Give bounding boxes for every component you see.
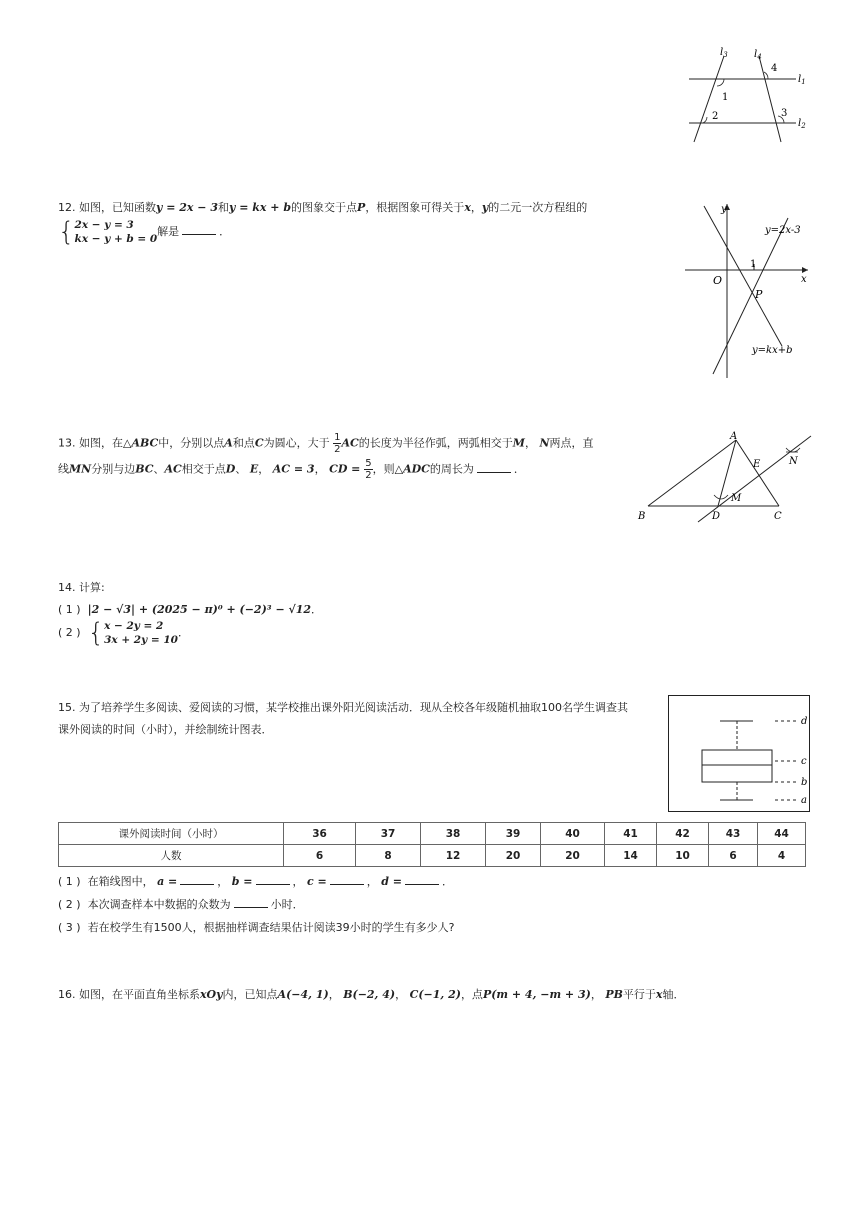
question-14-part1: ( 1 ) |2 − √3| + (2025 − π)⁰ + (−2)³ − √12． — [58, 603, 323, 616]
svg-text:B: B — [638, 511, 646, 522]
question-16: 16. 如图，在平面直角坐标系xOy内，已知点A(−4, 1)， B(−2, 4)， C(−1, 2)，点P(m + 4, −m + 3)， PB平行于x轴． — [58, 988, 685, 1001]
angle-4: 4 — [771, 63, 778, 74]
question-15-line1: 15. 为了培养学生多阅读、爱阅读的习惯，某学校推出课外阳光阅读活动．现从全校各年级随机抽取100名学生调查其 — [58, 701, 628, 714]
svg-text:A: A — [730, 431, 738, 442]
question-14-title: 14. 计算: — [58, 581, 105, 594]
svg-text:l1: $l_1$ — [798, 74, 806, 86]
svg-text:P: P — [755, 288, 763, 301]
svg-text:y=kx+b: y=kx+b — [752, 345, 793, 356]
svg-text:O: O — [713, 274, 723, 287]
svg-text:l4: $l_4$ — [754, 49, 762, 61]
parallel-lines-figure — [684, 40, 814, 148]
svg-text:l2: $l_2$ — [798, 118, 806, 130]
function-graph-figure — [680, 196, 815, 381]
svg-text:y=2x-3: y=2x-3 — [765, 225, 801, 236]
angle-1: 1 — [722, 92, 729, 103]
answer-blank-13[interactable] — [477, 462, 511, 473]
label-l3: l — [720, 47, 724, 58]
svg-text:y: y — [721, 204, 727, 215]
svg-text:1: 1 — [750, 259, 757, 270]
answer-blank-12[interactable] — [182, 224, 216, 235]
question-13-line1: 13. 如图，在△ABC中，分别以点A和点C为圆心，大于 $\frac{1}{2}$ AC的长度为半径作弧，两弧相交于M， N两点，直 — [58, 432, 594, 455]
svg-text:c: c — [801, 756, 807, 767]
svg-text:a: a — [801, 795, 807, 806]
question-15-sub2: ( 2 ) 本次调查样本中数据的众数为 小时． — [58, 898, 304, 911]
svg-text:l3: $l_3$ — [720, 47, 728, 59]
table-header: 课外阅读时间（小时） — [59, 823, 284, 845]
table-row: 课外阅读时间（小时） 36 37 38 39 40 41 42 43 44 — [59, 823, 806, 845]
question-15-sub3: ( 3 ) 若在校学生有1500人，根据抽样调查结果估计阅读39小时的学生有多少人? — [58, 921, 455, 934]
box-plot-figure — [667, 694, 811, 814]
triangle-figure — [636, 428, 816, 526]
svg-text:N: N — [789, 456, 798, 467]
reading-time-table — [58, 822, 806, 867]
svg-text:M: M — [731, 493, 742, 504]
angle-3: 3 — [781, 108, 788, 119]
question-12-system: { 2x − y = 3 kx − y + b = 0 解是 ． — [58, 217, 231, 247]
svg-text:d: d — [801, 716, 808, 727]
question-15-line2: 课外阅读的时间（小时），并绘制统计图表． — [58, 723, 273, 736]
svg-text:x: x — [801, 274, 807, 285]
svg-text:C: C — [774, 511, 782, 522]
svg-text:E: E — [753, 459, 761, 470]
svg-text:b: b — [801, 777, 808, 788]
question-15-sub1: ( 1 ) 在箱线图中， a = ， b = ， c = ， d = ． — [58, 875, 454, 888]
question-12: 12. 如图，已知函数y = 2x − 3和y = kx + b的图象交于点P，根据图象可得关于x，y的二元一次方程组的 — [58, 201, 588, 214]
question-14-part2: ( 2 ) { x − 2y = 2 3x + 2y = 10 ． — [58, 618, 189, 648]
question-13-line2: 线MN分别与边BC、AC相交于点D、 E， AC = 3， CD = $\frac{5}{2}$ ，则△ADC的周长为 ． — [58, 458, 525, 481]
table-row: 人数 6 8 12 20 20 14 10 6 4 — [59, 845, 806, 867]
svg-text:D: D — [712, 511, 721, 522]
angle-2: 2 — [712, 111, 719, 122]
